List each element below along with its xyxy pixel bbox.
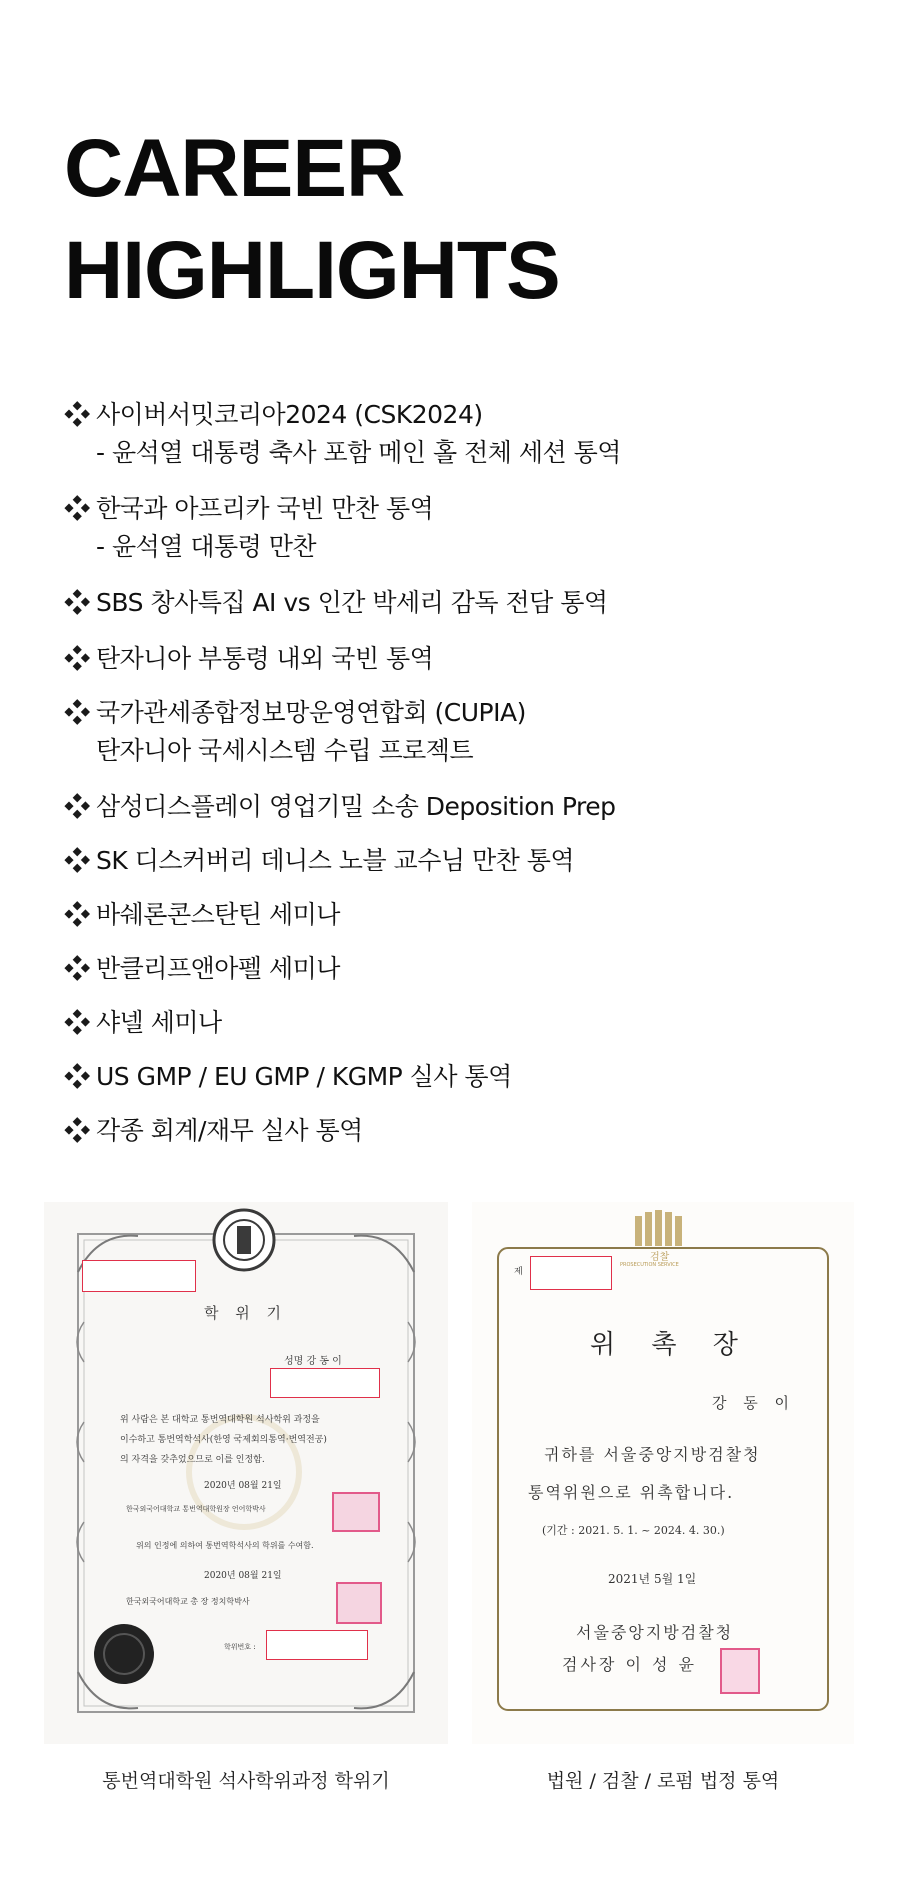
list-item (62, 1004, 222, 1042)
list-item (62, 584, 608, 622)
clover-bullet-icon (62, 1004, 96, 1038)
clover-bullet-icon (62, 950, 96, 984)
diploma-date-1: 2020년 08월 21일 (204, 1481, 282, 1491)
clover-bullet-icon (62, 1112, 96, 1146)
clover-bullet-icon (62, 896, 96, 930)
letter-period: (기간 : 2021. 5. 1. ~ 2024. 4. 30.) (542, 1524, 725, 1537)
redaction-box (82, 1260, 196, 1292)
prosecution-logo-en: PROSECUTION SERVICE (620, 1262, 679, 1268)
item-line: 반클리프앤아펠 세미나 (96, 954, 340, 983)
title-line-2: HIGHLIGHTS (64, 225, 560, 316)
appointment-letter-image (472, 1202, 854, 1744)
redaction-box (530, 1256, 612, 1290)
letter-heading: 위 촉 장 (590, 1330, 752, 1360)
clover-bullet-icon (62, 640, 96, 674)
list-item (62, 490, 433, 566)
clover-bullet-icon (62, 490, 96, 524)
letter-office: 서울중앙지방검찰청 (576, 1623, 734, 1642)
diploma-body-4: 위의 인정에 의하여 통번역학석사의 학위를 수여함. (136, 1541, 314, 1550)
letter-body-1: 귀하를 서울중앙지방검찰청 (544, 1445, 761, 1464)
list-item (62, 1112, 363, 1150)
letter-date: 2021년 5월 1일 (608, 1572, 697, 1586)
clover-bullet-icon (62, 842, 96, 876)
list-item (62, 896, 340, 934)
diploma-name: 성명 강 동 이 (284, 1356, 342, 1367)
item-line: 바쉐론콘스탄틴 세미나 (96, 900, 340, 929)
list-item (62, 842, 574, 880)
diploma-body-2: 이수하고 통번역학석사(한영 국제회의통역·번역전공) (120, 1435, 327, 1445)
redaction-box (270, 1368, 380, 1398)
letter-chief: 검사장 이 성 윤 (562, 1655, 697, 1674)
red-seal-icon (720, 1648, 760, 1694)
red-seal-icon (336, 1582, 382, 1624)
title-line-1: CAREER (64, 123, 405, 214)
diploma-dean: 한국외국어대학교 통번역대학원장 언어학박사 (126, 1505, 266, 1513)
diploma-president: 한국외국어대학교 총 장 정치학박사 (126, 1597, 250, 1606)
item-line: 한국과 아프리카 국빈 만찬 통역 (96, 494, 434, 523)
red-seal-icon (332, 1492, 380, 1532)
diploma-image (44, 1202, 448, 1744)
item-line: 국가관세종합정보망운영연합회 (CUPIA) (96, 698, 526, 727)
item-subline: - 윤석열 대통령 축사 포함 메인 홀 전체 세션 통역 (96, 438, 621, 467)
page-title (64, 118, 560, 322)
prosecution-logo-kr: 검찰 (650, 1252, 670, 1263)
clover-bullet-icon (62, 788, 96, 822)
item-line: 각종 회계/재무 실사 통역 (96, 1116, 363, 1145)
appointment-caption: 법원 / 검찰 / 로펌 법정 통역 (546, 1770, 780, 1792)
item-line: SBS 창사특집 AI vs 인간 박세리 감독 전담 통역 (96, 588, 608, 617)
clover-bullet-icon (62, 1058, 96, 1092)
list-item (62, 788, 616, 826)
item-line: 탄자니아 부통령 내외 국빈 통역 (96, 644, 434, 673)
item-line: 샤넬 세미나 (96, 1008, 222, 1037)
clover-bullet-icon (62, 694, 96, 728)
diploma-body-1: 위 사람은 본 대학교 통번역대학원 석사학위 과정을 (120, 1415, 320, 1425)
list-item (62, 396, 621, 472)
diploma-heading: 학 위 기 (204, 1304, 288, 1322)
item-line: SK 디스커버리 데니스 노블 교수님 만찬 통역 (96, 846, 574, 875)
diploma-reg-no: 학위번호 : (224, 1643, 256, 1651)
item-subline: 탄자니아 국세시스템 수립 프로젝트 (96, 736, 474, 765)
letter-body-2: 통역위원으로 위촉합니다. (528, 1483, 735, 1502)
diploma-date-2: 2020년 08월 21일 (204, 1571, 282, 1581)
redaction-box (266, 1630, 368, 1660)
list-item (62, 950, 340, 988)
item-line: 삼성디스플레이 영업기밀 소송 Deposition Prep (96, 792, 616, 821)
list-item (62, 640, 433, 678)
clover-bullet-icon (62, 396, 96, 430)
item-subline: - 윤석열 대통령 만찬 (96, 532, 317, 561)
list-item (62, 694, 526, 770)
letter-no-prefix: 제 (514, 1267, 523, 1277)
clover-bullet-icon (62, 584, 96, 618)
item-line: 사이버서밋코리아2024 (CSK2024) (96, 400, 483, 429)
letter-name: 강 동 이 (712, 1394, 796, 1412)
diploma-caption: 통번역대학원 석사학위과정 학위기 (102, 1770, 390, 1792)
list-item (62, 1058, 512, 1096)
diploma-body-3: 의 자격을 갖추었으므로 이를 인정함. (120, 1455, 265, 1465)
item-line: US GMP / EU GMP / KGMP 실사 통역 (96, 1062, 512, 1091)
